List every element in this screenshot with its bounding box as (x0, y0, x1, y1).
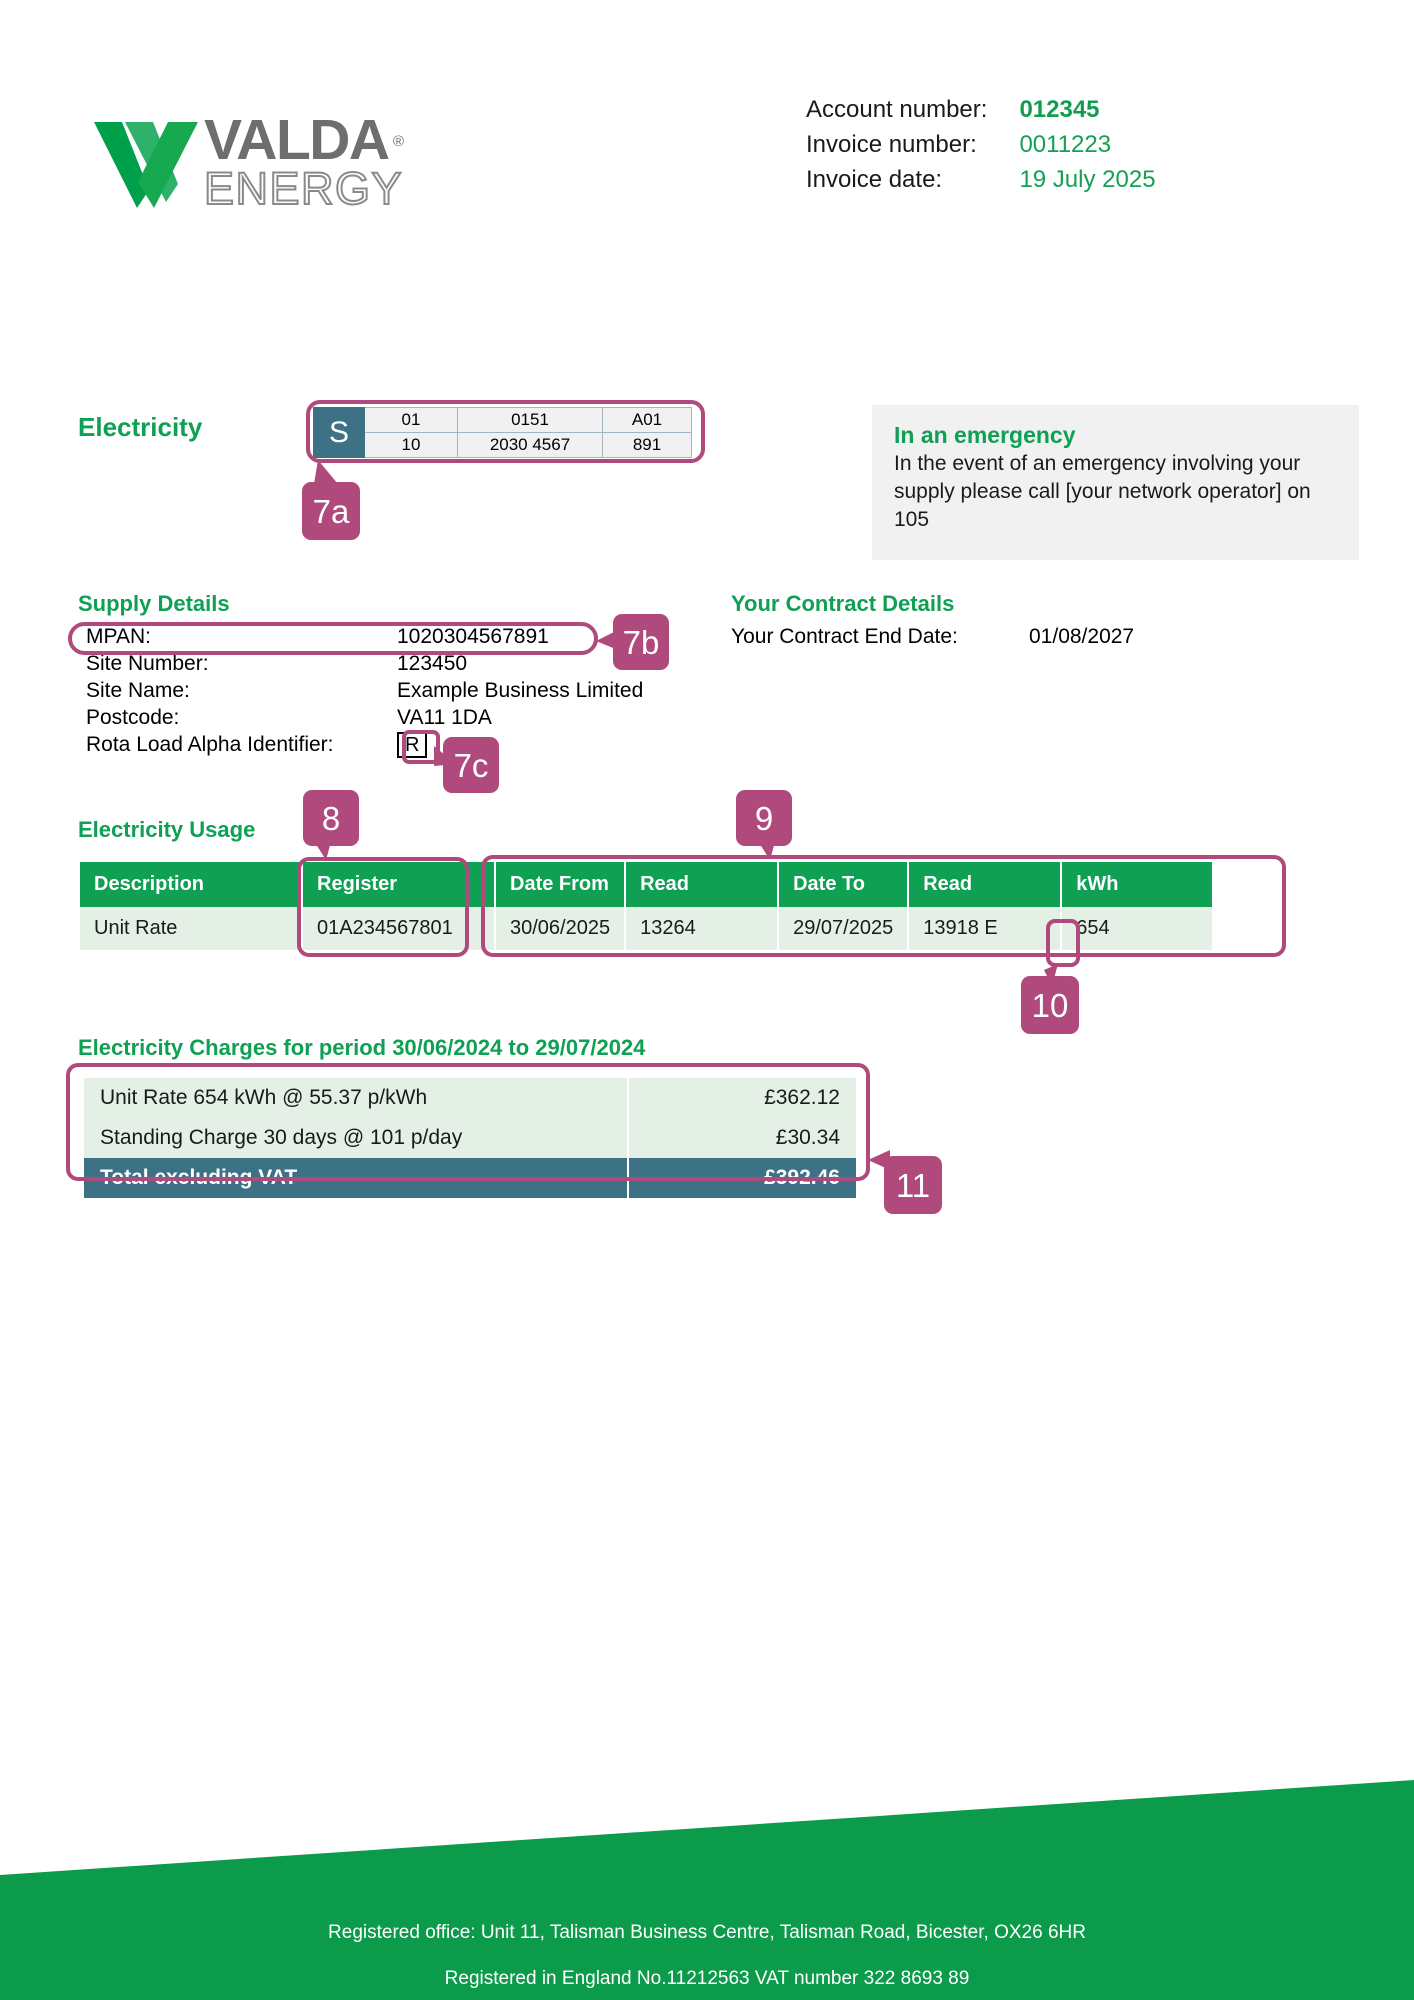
electricity-section-title: Electricity (78, 412, 203, 442)
account-number-value: 012345 (1019, 96, 1100, 123)
account-number-label: Account number: (806, 96, 988, 123)
contract-end-date-row (731, 624, 1134, 650)
valda-checkmark-icon (92, 116, 202, 208)
electricity-charges-table (84, 1078, 856, 1198)
mpan-r1c1: 01 (365, 408, 458, 433)
mpan-r2c3: 891 (603, 433, 692, 458)
invoice-number-label: Invoice number: (806, 131, 977, 158)
rota-load-label: Rota Load Alpha Identifier: (86, 733, 334, 756)
usage-col-read-to: Read (908, 862, 1061, 907)
rota-load-value: R (397, 732, 427, 758)
annotation-badge-8: 8 (303, 790, 359, 846)
usage-col-read-from: Read (625, 862, 778, 907)
mpan-r2c2: 2030 4567 (458, 433, 603, 458)
site-name-label: Site Name: (86, 679, 190, 702)
usage-cell-kwh: 654 (1061, 907, 1212, 950)
usage-cell-description: Unit Rate (80, 907, 302, 950)
emergency-info-box (872, 405, 1359, 560)
annotation-badge-11: 11 (884, 1156, 942, 1214)
charges-total-label: Total excluding VAT (84, 1158, 628, 1198)
annotation-badge-7b: 7b (613, 614, 669, 670)
annotation-badge-7a: 7a (302, 482, 360, 540)
mpan-value: 1020304567891 (397, 625, 549, 648)
annotation-badge-9: 9 (736, 790, 792, 846)
contract-details-body (731, 624, 1134, 650)
account-number-row (806, 92, 1156, 127)
invoice-date-row (806, 162, 1156, 197)
mpan-r1c2: 0151 (458, 408, 603, 433)
charges-total-amount: £392.46 (628, 1158, 856, 1198)
charge-description-standing-charge: Standing Charge 30 days @ 101 p/day (84, 1118, 628, 1158)
mpan-top-line-grid (313, 407, 692, 458)
registered-trademark-icon: ® (393, 133, 403, 150)
usage-cell-read-from: 13264 (625, 907, 778, 950)
supply-row-rota (86, 732, 643, 759)
usage-cell-date-to: 29/07/2025 (778, 907, 908, 950)
annotation-badge-10: 10 (1021, 976, 1079, 1034)
supply-details-table (86, 624, 643, 759)
mpan-r1c3: A01 (603, 408, 692, 433)
charges-total-row (84, 1158, 856, 1198)
usage-cell-register: 01A234567801 (302, 907, 495, 950)
usage-cell-date-from: 30/06/2025 (495, 907, 625, 950)
table-row (84, 1118, 856, 1158)
usage-col-description: Description (80, 862, 302, 907)
usage-col-register: Register (302, 862, 495, 907)
logo-energy-text: ENERGY (204, 163, 404, 214)
annotation-badge-7c: 7c (443, 737, 499, 793)
usage-col-date-from: Date From (495, 862, 625, 907)
logo-valda-text (204, 108, 403, 172)
emergency-title: In an emergency (894, 422, 1076, 448)
invoice-date-label: Invoice date: (806, 166, 943, 193)
usage-col-kwh: kWh (1061, 862, 1212, 907)
charge-amount-standing-charge: £30.34 (628, 1118, 856, 1158)
electricity-usage-title: Electricity Usage (78, 817, 256, 842)
invoice-number-row (806, 127, 1156, 162)
contract-details-title: Your Contract Details (731, 591, 955, 616)
mpan-label: MPAN: (86, 625, 151, 648)
logo-wordmark (204, 108, 424, 214)
footer-line-2: Registered in England No.11212563 VAT number 322 8693 89 (444, 1968, 970, 1989)
site-number-value: 123450 (397, 652, 468, 675)
contract-end-date-value: 01/08/2027 (1029, 625, 1135, 648)
supply-row-postcode (86, 705, 643, 732)
footer-registration-text (0, 1910, 1414, 2000)
postcode-value: VA11 1DA (397, 706, 492, 729)
postcode-label: Postcode: (86, 706, 180, 729)
charge-amount-unit-rate: £362.12 (628, 1078, 856, 1118)
supply-row-mpan (86, 624, 643, 651)
usage-cell-read-to: 13918 E (908, 907, 1061, 950)
supply-row-site-number (86, 651, 643, 678)
usage-header-row (80, 862, 1212, 907)
site-name-value: Example Business Limited (397, 679, 644, 702)
mpan-profile-class-cell: S (314, 408, 365, 458)
table-row (84, 1078, 856, 1118)
valda-energy-logo (92, 108, 422, 217)
charge-description-unit-rate: Unit Rate 654 kWh @ 55.37 p/kWh (84, 1078, 628, 1118)
invoice-number-value: 0011223 (1019, 131, 1112, 158)
invoice-date-value: 19 July 2025 (1019, 166, 1156, 193)
site-number-label: Site Number: (86, 652, 209, 675)
emergency-text: In the event of an emergency involving your supply please call [your network operator] on 105 (894, 452, 1311, 531)
supply-row-site-name (86, 678, 643, 705)
electricity-usage-table (80, 862, 1212, 950)
contract-end-date-label: Your Contract End Date: (731, 625, 958, 648)
electricity-charges-title: Electricity Charges for period 30/06/2024 to 29/07/2024 (78, 1035, 646, 1060)
table-row (80, 907, 1212, 950)
invoice-header-meta (806, 92, 1156, 197)
mpan-r2c1: 10 (365, 433, 458, 458)
logo-valda-label: VALDA (204, 108, 389, 172)
usage-col-date-to: Date To (778, 862, 908, 907)
supply-details-title: Supply Details (78, 591, 230, 616)
footer-line-1: Registered office: Unit 11, Talisman Business Centre, Talisman Road, Bicester, OX26 6HR (328, 1922, 1086, 1943)
